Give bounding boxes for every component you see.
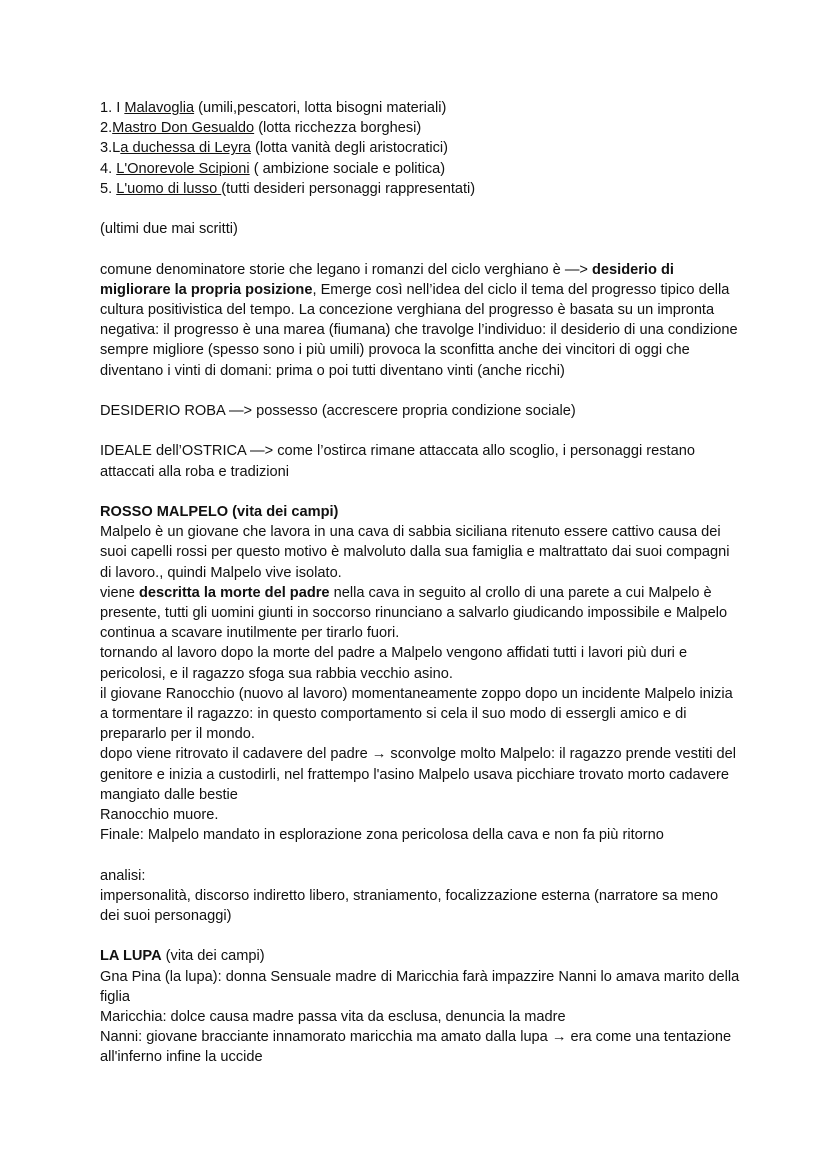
malpelo-highlight: descritta la morte del padre — [138, 584, 330, 601]
document-page — [100, 98, 740, 1068]
denominator-paragraph: comune denominatore storie che legano i romanzi del ciclo verghiano è —> desiderio di migliorare la propria posizione, Emerge così nell’idea del ciclo il tema del progresso tipico della cultura positivistica del tempo. La concezione verghiana del progresso è basata su un impronta negativa: il progresso è una marea (fiumana) che travolge l’individuo: il desiderio di una condizione sempre migliore (spesso sono i più umili) provoca la sconfitta anche dei vincitori di oggi che diventano i vinti di domani: prima o poi tutti diventano vinti (anche ricchi) — [100, 261, 738, 379]
analisi-label: analisi: — [100, 867, 146, 884]
denominator-highlight: desiderio di migliorare la propria posizione — [100, 261, 674, 298]
rosso-malpelo-heading: ROSSO MALPELO (vita dei campi) — [100, 503, 339, 520]
lupa-paragraph: Gna Pina (la lupa): donna Sensuale madre di Maricchia farà impazzire Nanni lo amava marito della figlia — [100, 968, 740, 1005]
la-lupa-heading: LA LUPA (vita dei campi) — [100, 948, 265, 965]
novel-title: Malavoglia — [124, 100, 195, 116]
novel-title: L'uomo di lusso — [116, 180, 222, 197]
malpelo-paragraph: il giovane Ranocchio (nuovo al lavoro) momentaneamente zoppo dopo un incidente Malpelo inizia a tormentare il ragazzo: in questo comportamento si cela il suo modo di essergli amico e di prepararlo per il mondo. — [100, 685, 733, 743]
malpelo-paragraph: viene descritta la morte del padre nella cava in seguito al crollo di una parete a cui Malpelo è presente, tutti gli uomini giunti in soccorso rinunciano a salvarlo giudicando impossibile e Malpelo continua a scavare inutilmente per tirarlo fuori. — [100, 584, 728, 642]
novel-title: L'Onorevole Scipioni — [116, 160, 250, 177]
novel-title: a duchessa di Leyra — [120, 140, 251, 157]
novel-list-item: 2.Mastro Don Gesualdo (lotta ricchezza borghesi) — [100, 120, 422, 137]
malpelo-paragraph: Ranocchio muore. — [100, 807, 219, 824]
malpelo-paragraph: Malpelo è un giovane che lavora in una cava di sabbia siciliana ritenuto essere cattivo causa dei suoi capelli rossi per questo motivo è malvoluto dalla sua famiglia e maltrattato dai suoi compagni di lavoro., quindi Malpelo vive isolato. — [100, 524, 730, 581]
analisi-text: impersonalità, discorso indiretto libero, straniamento, focalizzazione esterna (narratore sa meno dei suoi personaggi) — [100, 887, 719, 925]
novel-list-item: 4. L'Onorevole Scipioni ( ambizione sociale e politica) — [100, 160, 446, 177]
malpelo-paragraph: dopo viene ritrovato il cadavere del padre → sconvolge molto Malpelo: il ragazzo prende vestiti del genitore e inizia a custodirli, nel frattempo l'asino Malpelo usava picchiare trovato morto cadavere mangiato dalle bestie — [100, 746, 736, 803]
novel-title: Mastro Don Gesualdo — [112, 120, 255, 137]
novel-list-item: 3.La duchessa di Leyra (lotta vanità degli aristocratici) — [100, 140, 449, 157]
malpelo-paragraph: tornando al lavoro dopo la morte del padre a Malpelo vengono affidati tutti i lavori più duri e pericolosi, e il ragazzo sfoga sua rabbia vecchio asino. — [100, 645, 688, 682]
desiderio-roba: DESIDERIO ROBA —> possesso (accrescere propria condizione sociale) — [100, 403, 576, 419]
malpelo-paragraph: Finale: Malpelo mandato in esplorazione zona pericolosa della cava e non fa più ritorno — [100, 827, 664, 844]
lupa-paragraph: Maricchia: dolce causa madre passa vita da esclusa, denuncia la madre — [100, 1009, 566, 1026]
ideale-ostrica: IDEALE dell’OSTRICA —> come l’ostirca rimane attaccata allo scoglio, i personaggi restano attaccati alla roba e tradizioni — [100, 443, 695, 480]
note-unwritten: (ultimi due mai scritti) — [100, 221, 238, 238]
lupa-paragraph: Nanni: giovane bracciante innamorato maricchia ma amato dalla lupa → era come una tentazione all'inferno infine la uccide — [100, 1029, 732, 1066]
novel-list-item: 5. L'uomo di lusso (tutti desideri personaggi rappresentati) — [100, 180, 476, 197]
novel-list-item: 1. I Malavoglia (umili,pescatori, lotta bisogni materiali) — [100, 100, 447, 116]
